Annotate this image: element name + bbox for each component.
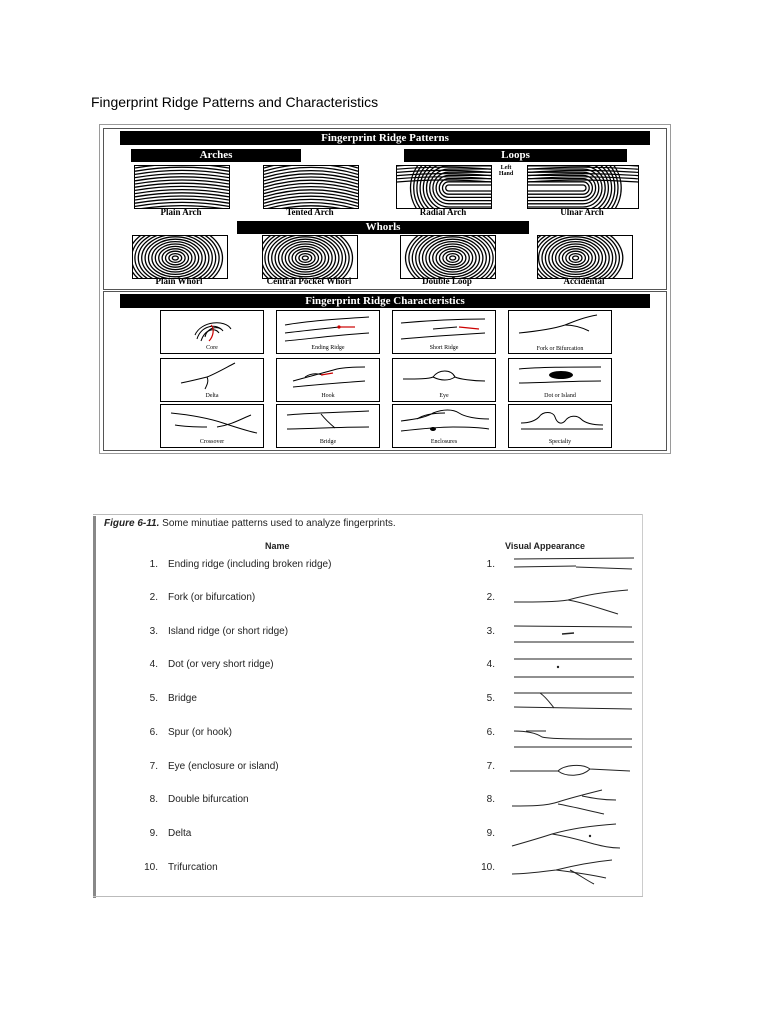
minutia-visual-bridge [506,687,638,717]
minutia-name-ending-ridge [134,559,331,570]
minutia-label: Eye (enclosure or island) [168,761,279,772]
ending-ridge-label: Ending Ridge [311,345,345,351]
minutia-visual-fork [506,586,638,616]
minutia-visual-ending-ridge [506,553,638,583]
minutia-index: 10. [144,862,158,873]
minutia-visual-index: 4. [486,659,495,670]
minutia-index: 8. [149,794,158,805]
minutia-visual-index: 1. [486,559,495,570]
specialty-cell [508,404,612,448]
dot-island-label: Dot or Island [544,393,576,399]
minutia-label: Ending ridge (including broken ridge) [168,559,332,570]
minutia-index: 7. [149,761,158,772]
enclosures-label: Enclosures [430,439,458,445]
plain-arch-image [134,165,230,209]
ulnar-arch-image [527,165,639,209]
minutia-visual-dot [506,653,638,683]
minutia-index: 6. [149,727,158,738]
minutia-visual-delta [506,822,638,852]
central-pocket-whorl-image [262,235,358,279]
hook-cell [276,358,380,402]
hook-label: Hook [321,393,335,399]
minutia-index: 3. [149,626,158,637]
minutia-visual-spur [506,721,638,751]
ridge-patterns-figure [99,124,671,454]
enclosures-cell [392,404,496,448]
minutia-name-dot [134,659,274,670]
minutia-index: 2. [149,592,158,603]
double-loop-label: Double Loop [422,276,472,286]
accidental-image [537,235,633,279]
radial-arch-image [396,165,492,209]
minutia-label: Delta [168,828,192,839]
minutia-visual-double-bifurcation [506,788,638,818]
core-label: Core [206,345,218,351]
patterns-header: Fingerprint Ridge Patterns [120,131,650,145]
minutia-name-island-ridge [134,626,288,637]
core-cell [160,310,264,354]
figure-border [642,514,643,897]
minutia-visual-index: 9. [486,828,495,839]
minutia-name-eye [134,761,279,772]
characteristics-header: Fingerprint Ridge Characteristics [120,294,650,308]
minutia-index: 1. [149,559,158,570]
patterns-panel [103,128,667,290]
minutia-name-double-bifurcation [134,794,249,805]
minutia-label: Bridge [168,693,197,704]
arches-header: Arches [131,149,301,162]
minutia-visual-index: 8. [486,794,495,805]
ulnar-arch-label: Ulnar Arch [560,207,604,217]
dot-island-cell [508,358,612,402]
radial-arch-label: Radial Arch [419,207,467,217]
visual-column-header: Visual Appearance [505,541,586,551]
fork-cell [508,310,612,354]
bridge-cell [276,404,380,448]
short-ridge-label: Short Ridge [429,345,459,351]
minutia-index: 5. [149,693,158,704]
plain-whorl-label: Plain Whorl [155,276,203,286]
left-hand-note: Left Hand [498,165,514,177]
minutia-visual-index: 6. [486,727,495,738]
whorls-header: Whorls [237,221,529,234]
figure-border [93,514,643,515]
delta-cell [160,358,264,402]
plain-arch-label: Plain Arch [160,207,202,217]
delta-label: Delta [205,393,219,399]
crossover-cell [160,404,264,448]
loops-header: Loops [404,149,627,162]
accidental-label: Accidental [563,276,605,286]
minutia-name-bridge [134,693,197,704]
minutia-name-trifurcation [134,862,218,873]
figure-border [93,516,96,898]
short-ridge-cell [392,310,496,354]
document-title: Fingerprint Ridge Patterns and Characteristics [91,94,379,110]
plain-whorl-image [132,235,228,279]
characteristics-panel [103,291,667,451]
double-loop-image [400,235,496,279]
minutia-index: 4. [149,659,158,670]
ending-ridge-cell [276,310,380,354]
minutia-index: 9. [149,828,158,839]
figure-caption-label: Figure 6-11. [104,518,160,529]
eye-cell [392,358,496,402]
fork-label: Fork or Bifurcation [536,346,584,352]
central-pocket-whorl-label: Central Pocket Whorl [266,276,352,286]
minutia-visual-index: 5. [486,693,495,704]
crossover-label: Crossover [199,439,225,445]
minutia-visual-trifurcation [506,856,638,886]
figure-caption [104,518,396,529]
minutia-name-spur [134,727,232,738]
minutia-label: Dot (or very short ridge) [168,659,274,670]
minutia-visual-index: 7. [486,761,495,772]
figure-border [93,896,643,897]
minutia-label: Spur (or hook) [168,727,232,738]
minutia-label: Double bifurcation [168,794,249,805]
minutia-visual-index: 10. [481,862,495,873]
bridge-label: Bridge [319,439,337,445]
tented-arch-label: Tented Arch [286,207,334,217]
minutia-name-delta [134,828,191,839]
minutia-visual-index: 3. [486,626,495,637]
minutia-label: Fork (or bifurcation) [168,592,256,603]
minutia-label: Trifurcation [168,862,218,873]
figure-caption-text: Some minutiae patterns used to analyze fingerprints. [162,518,396,529]
tented-arch-image [263,165,359,209]
name-column-header: Name [265,541,290,551]
minutia-visual-index: 2. [486,592,495,603]
specialty-label: Specialty [548,439,572,445]
minutia-visual-eye [506,755,638,785]
minutia-name-fork [134,592,255,603]
minutia-visual-island-ridge [506,620,638,650]
eye-label: Eye [439,393,449,399]
minutia-label: Island ridge (or short ridge) [168,626,289,637]
